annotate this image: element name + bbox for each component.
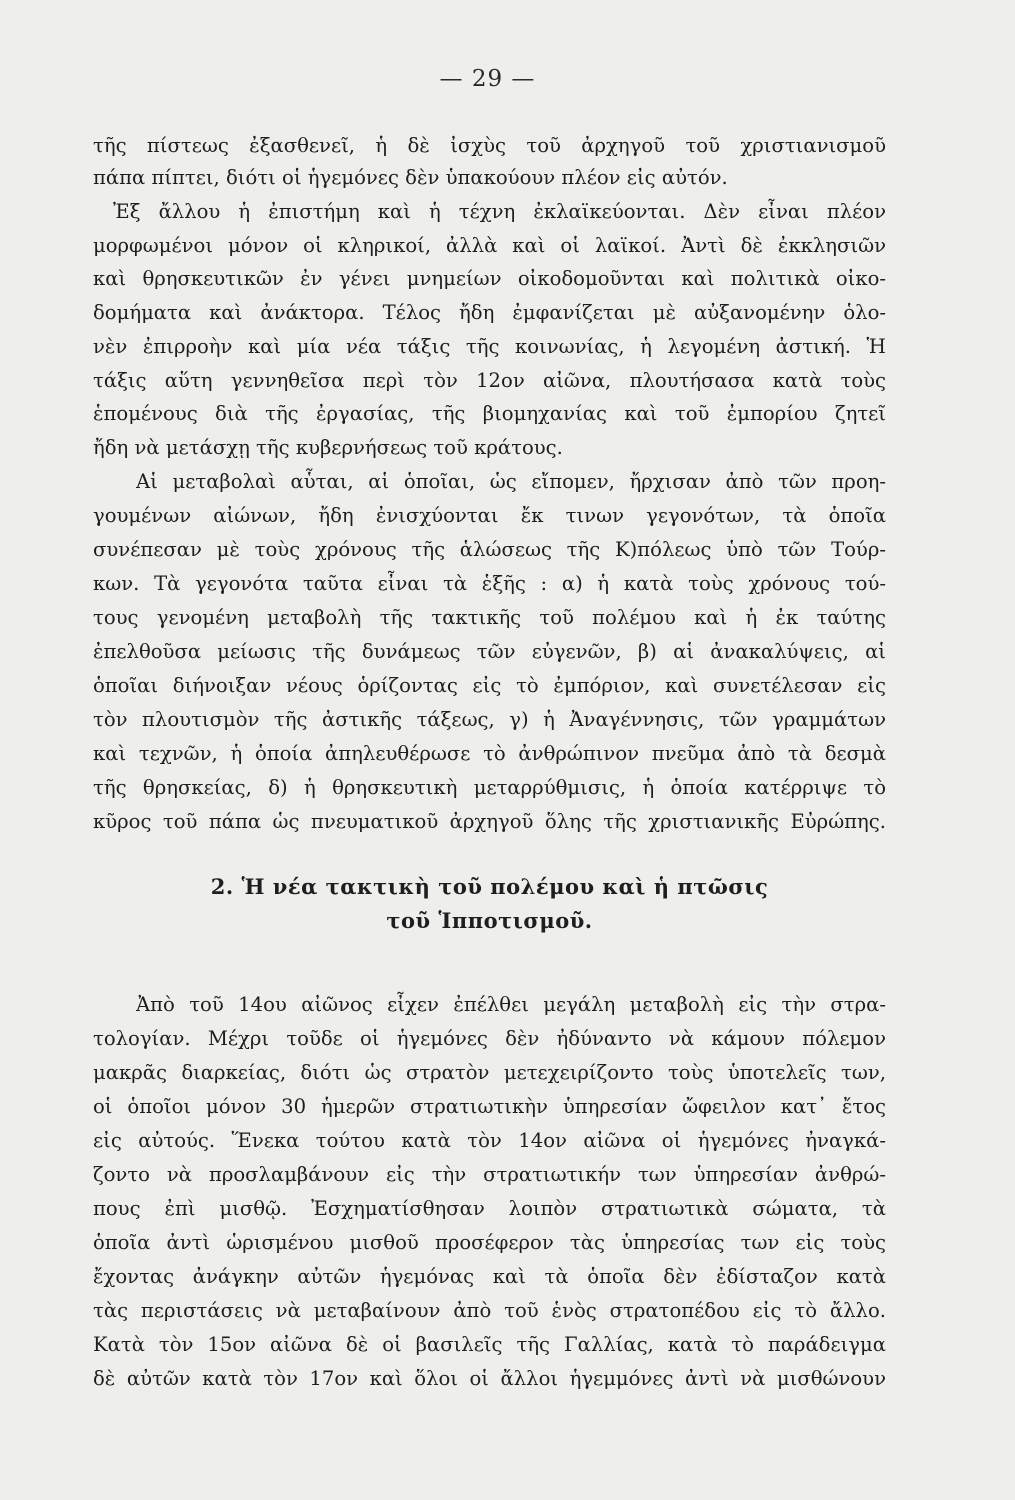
text-line: μορφωμένοι μόνον οἱ κληρικοί, ἀλλὰ καὶ οἱ λαϊκοί. Ἀντὶ δὲ ἐκκλησιῶν	[93, 234, 886, 257]
text-line: ὁποῖαι διήνοιξαν νέους ὁρίζοντας εἰς τὸ ἐμπόριον, καὶ συνετέλεσαν εἰς	[93, 674, 886, 697]
page-number: — 29 —	[439, 66, 536, 92]
text-line: Ἐξ ἄλλου ἡ ἐπιστήμη καὶ ἡ τέχνη ἐκλαϊκεύονται. Δὲν εἶναι πλέον	[113, 200, 886, 223]
text-line: τολογίαν. Μέχρι τοῦδε οἱ ἡγεμόνες δὲν ἠδύναντο νὰ κάμουν πόλεμον	[93, 1027, 886, 1050]
text-line: κων. Τὰ γεγονότα ταῦτα εἶναι τὰ ἑξῆς : α) ἡ κατὰ τοὺς χρόνους τού-	[93, 572, 886, 595]
text-line: Ἀπὸ τοῦ 14ου αἰῶνος εἶχεν ἐπέλθει μεγάλη μεταβολὴ εἰς τὴν στρα-	[136, 993, 886, 1016]
text-line: νὲν ἐπιρροὴν καὶ μία νέα τάξις τῆς κοινωνίας, ἡ λεγομένη ἀστική. Ἡ	[93, 335, 886, 358]
text-line: ὁποῖα ἀντὶ ὡρισμένου μισθοῦ προσέφερον τὰς ὑπηρεσίας των εἰς τοὺς	[93, 1231, 886, 1254]
text-line: τὰς περιστάσεις νὰ μεταβαίνουν ἀπὸ τοῦ ἑνὸς στρατοπέδου εἰς τὸ ἄλλο.	[93, 1299, 886, 1322]
text-line: ἔχοντας ἀνάγκην αὐτῶν ἡγεμόνας καὶ τὰ ὁποῖα δὲν ἐδίσταζον κατὰ	[93, 1265, 886, 1288]
text-line: πάπα πίπτει, διότι οἱ ἡγεμόνες δὲν ὑπακούουν πλέον εἰς αὐτόν.	[93, 166, 728, 189]
text-line: μακρᾶς διαρκείας, διότι ὡς στρατὸν μετεχειρίζοντο τοὺς ὑποτελεῖς των,	[93, 1061, 886, 1084]
text-line: τάξις αὕτη γεννηθεῖσα περὶ τὸν 12ον αἰῶνα, πλουτήσασα κατὰ τοὺς	[93, 369, 886, 392]
text-line: Αἱ μεταβολαὶ αὗται, αἱ ὁποῖαι, ὡς εἴπομεν, ἤρχισαν ἀπὸ τῶν προη-	[136, 470, 886, 493]
text-line: δομήματα καὶ ἀνάκτορα. Τέλος ἤδη ἐμφανίζεται μὲ αὐξανομένην ὁλο-	[93, 301, 886, 324]
text-line: ζοντο νὰ προσλαμβάνουν εἰς τὴν στρατιωτικήν των ὑπηρεσίαν ἀνθρώ-	[93, 1163, 886, 1186]
text-line: τους γενομένη μεταβολὴ τῆς τακτικῆς τοῦ πολέμου καὶ ἡ ἐκ ταύτης	[93, 606, 886, 629]
text-line: συνέπεσαν μὲ τοὺς χρόνους τῆς ἁλώσεως τῆς Κ)πόλεως ὑπὸ τῶν Τούρ-	[93, 538, 886, 561]
text-line: Κατὰ τὸν 15ον αἰῶνα δὲ οἱ βασιλεῖς τῆς Γαλλίας, κατὰ τὸ παράδειγμα	[93, 1333, 886, 1356]
text-line: γουμένων αἰώνων, ἤδη ἐνισχύονται ἔκ τινων γεγονότων, τὰ ὁποῖα	[93, 504, 886, 527]
text-line: ἐπελθοῦσα μείωσις τῆς δυνάμεως τῶν εὐγενῶν, β) αἱ ἀνακαλύψεις, αἱ	[93, 640, 886, 663]
text-line: εἰς αὐτούς. Ἕνεκα τούτου κατὰ τὸν 14ον αἰῶνα οἱ ἡγεμόνες ἠναγκά-	[93, 1129, 886, 1152]
section-heading-continued: τοῦ Ἱπποτισμοῦ.	[386, 908, 593, 933]
text-line: τὸν πλουτισμὸν τῆς ἀστικῆς τάξεως, γ) ἡ Ἀναγέννησις, τῶν γραμμάτων	[93, 708, 886, 731]
text-line: οἱ ὁποῖοι μόνον 30 ἡμερῶν στρατιωτικὴν ὑπηρεσίαν ὤφειλον κατ᾿ ἔτος	[93, 1095, 886, 1118]
text-line: ἤδη νὰ μετάσχῃ τῆς κυβερνήσεως τοῦ κράτους.	[93, 436, 563, 459]
text-line: τῆς πίστεως ἐξασθενεῖ, ἡ δὲ ἰσχὺς τοῦ ἀρχηγοῦ τοῦ χριστιανισμοῦ	[93, 134, 886, 157]
text-line: δὲ αὐτῶν κατὰ τὸν 17ον καὶ ὅλοι οἱ ἄλλοι ἡγεμμόνες ἀντὶ νὰ μισθώνουν	[93, 1367, 886, 1390]
text-line: τῆς θρησκείας, δ) ἡ θρησκευτικὴ μεταρρύθμισις, ἡ ὁποία κατέρριψε τὸ	[93, 776, 886, 799]
text-line: καὶ τεχνῶν, ἡ ὁποία ἀπηλευθέρωσε τὸ ἀνθρώπινον πνεῦμα ἀπὸ τὰ δεσμὰ	[93, 742, 886, 765]
text-line: ἑπομένους διὰ τῆς ἐργασίας, τῆς βιομηχανίας καὶ τοῦ ἐμπορίου ζητεῖ	[93, 402, 886, 425]
text-line: καὶ θρησκευτικῶν ἐν γένει μνημείων οἰκοδομοῦνται καὶ πολιτικὰ οἰκο-	[93, 267, 886, 290]
section-heading: 2. Ἡ νέα τακτικὴ τοῦ πολέμου καὶ ἡ πτῶσις	[210, 874, 769, 899]
text-line: κῦρος τοῦ πάπα ὡς πνευματικοῦ ἀρχηγοῦ ὅλης τῆς χριστιανικῆς Εὐρώπης.	[93, 810, 886, 833]
text-line: πους ἐπὶ μισθῷ. Ἐσχηματίσθησαν λοιπὸν στρατιωτικὰ σώματα, τὰ	[93, 1197, 886, 1220]
